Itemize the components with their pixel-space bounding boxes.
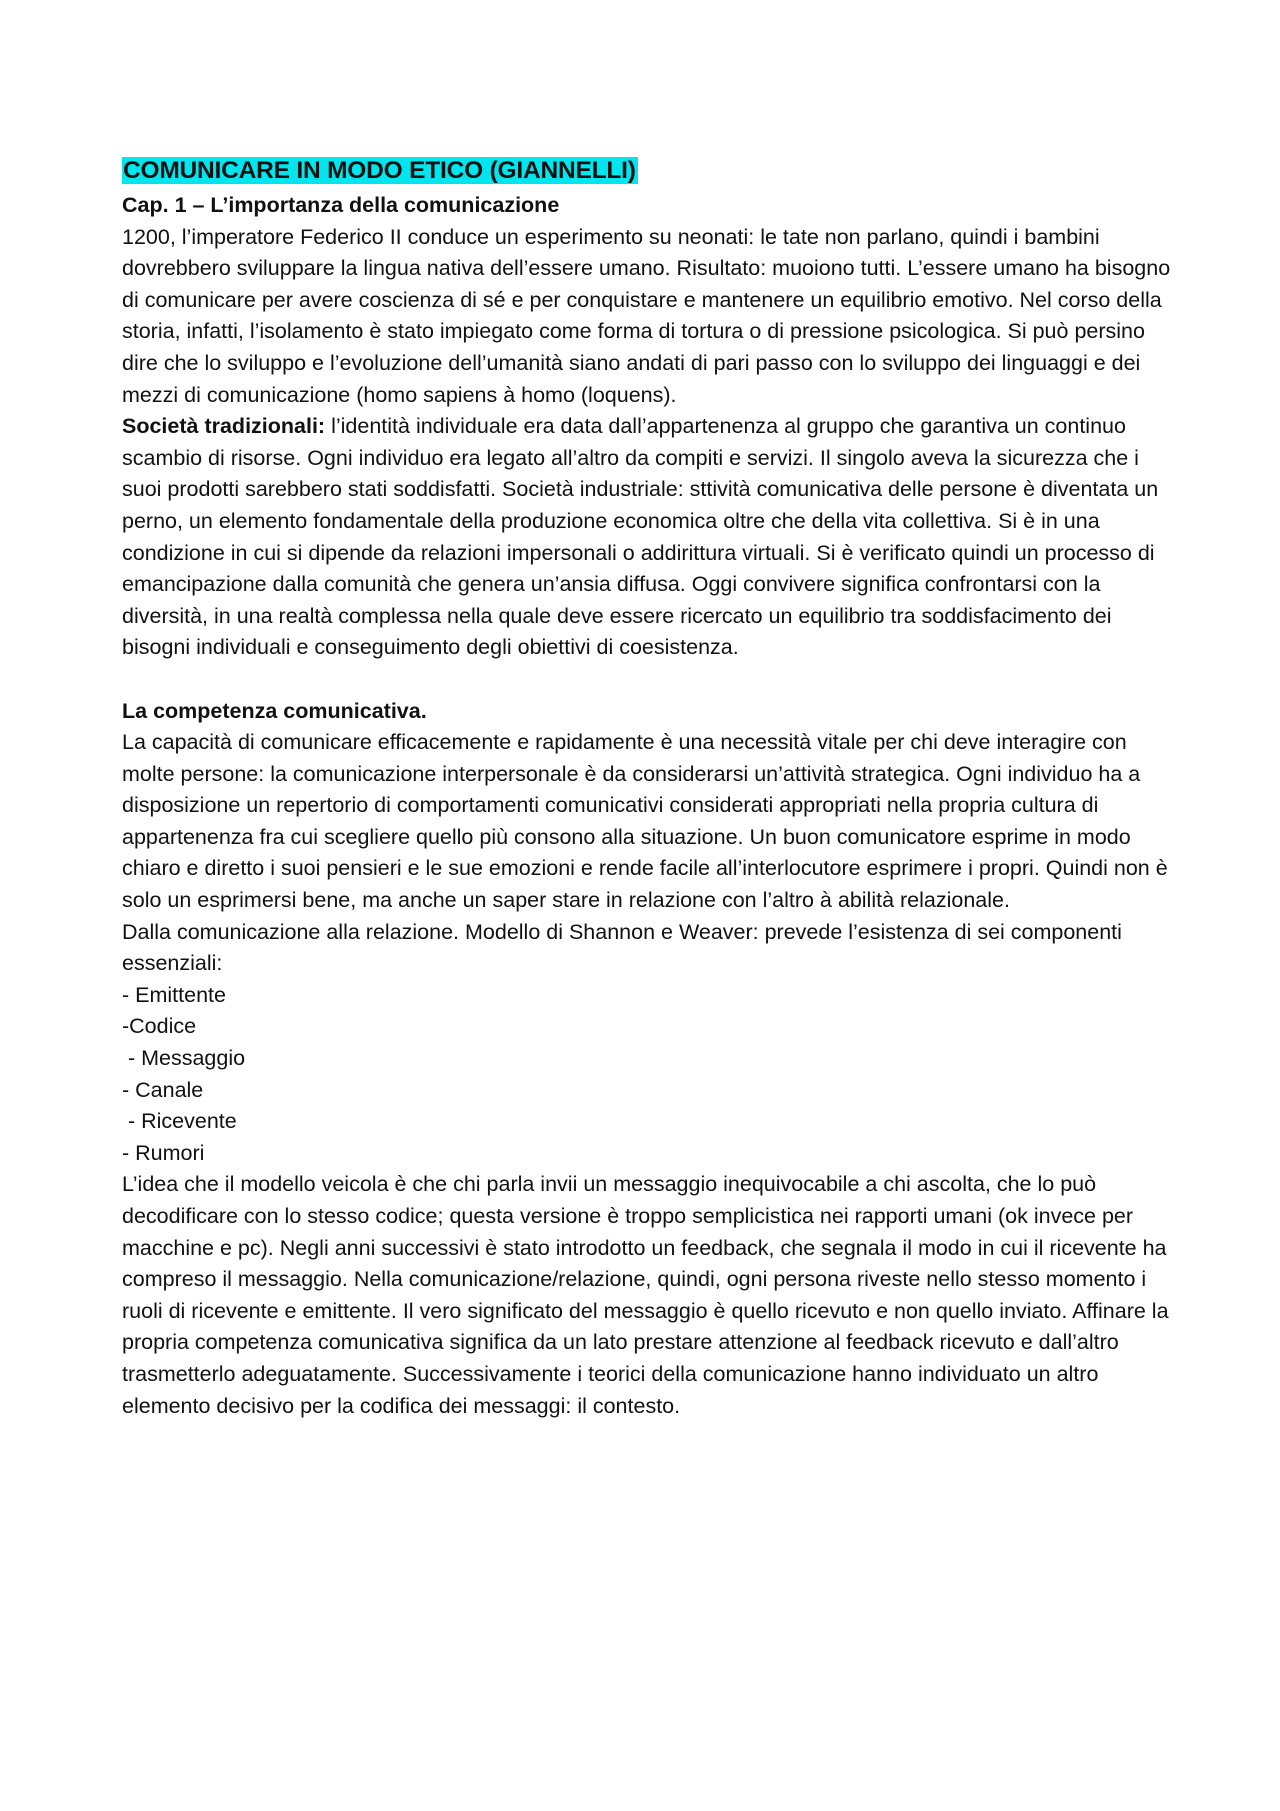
list-item: - Rumori [122, 1140, 205, 1165]
paragraph-spacer [122, 664, 1172, 696]
society-text: l’identità individuale era data dall’appartenenza al gruppo che garantiva un continuo scambio di risorse. Ogni individuo era legato all’altro da compiti e servizi. Il singolo aveva la sicurezza che i suoi prodotti sarebbero stati soddisfatti. Società industriale: sttività comunicativa delle persone è diventata un perno, un elemento fondamentale della produzione economica oltre che della vita collettiva. Si è in una condizione in cui si dipende da relazioni impersonali o addirittura virtuali. Si è verificato quindi un processo di emancipazione dalla comunità che genera un’ansia diffusa. Oggi convivere significa confrontarsi con la diversità, in una realtà complessa nella quale deve essere ricercato un equilibrio tra soddisfacimento dei bisogni individuali e conseguimento degli obiettivi di coesistenza. [122, 414, 1159, 660]
closing-paragraph: L’idea che il modello veicola è che chi parla invii un messaggio inequivocabile a chi ascolta, che lo può decodificare con lo stesso codice; questa versione è troppo semplicistica nei rapporti umani (ok invece per macchine e pc). Negli anni successivi è stato introdotto un feedback, che segnala il modo in cui il ricevente ha compreso il messaggio. Nella comunicazione/relazione, quindi, ogni persona riveste nello stesso momento i ruoli di ricevente e emittente. Il vero significato del messaggio è quello ricevuto e non quello inviato. Affinare la propria competenza comunicativa significa da un lato prestare attenzione al feedback ricevuto e dall’altro trasmetterlo adeguatamente. Successivamente i teorici della comunicazione hanno individuato un altro elemento decisivo per la codifica dei messaggi: il contesto. [122, 1172, 1169, 1418]
competence-paragraph: La capacità di comunicare efficacemente e rapidamente è una necessità vitale per chi deve interagire con molte persone: la comunicazione interpersonale è da considerarsi un’attività strategica. Ogni individuo ha a disposizione un repertorio di comportamenti comunicativi considerati appropriati nella propria cultura di appartenenza fra cui scegliere quello più consono alla situazione. Un buon comunicatore esprime in modo chiaro e diretto i suoi pensieri e le sue emozioni e rende facile all’interlocutore esprimere i propri. Quindi non è solo un esprimersi bene, ma anche un saper stare in relazione con l’altro à abilità relazionale. [122, 730, 1168, 913]
society-label: Società tradizionali: [122, 414, 326, 439]
chapter-heading: Cap. 1 – L’importanza della comunicazione [122, 193, 560, 217]
document-title: COMUNICARE IN MODO ETICO (GIANNELLI) [123, 157, 636, 184]
society-paragraph [122, 411, 1172, 664]
list-item: - Emittente [122, 982, 226, 1007]
title-line [122, 154, 1172, 188]
list-item: - Ricevente [122, 1109, 237, 1134]
list-item: - Messaggio [122, 1046, 246, 1071]
list-item: - Canale [122, 1077, 204, 1102]
intro-paragraph: 1200, l’imperatore Federico II conduce un esperimento su neonati: le tate non parlano, quindi i bambini dovrebbero sviluppare la lingua nativa dell’essere umano. Risultato: muoiono tutti. L’essere umano ha bisogno di comunicare per avere coscienza di sé e per conquistare e mantenere un equilibrio emotivo. Nel corso della storia, infatti, l’isolamento è stato impiegato come forma di tortura o di pressione psicologica. Si può persino dire che lo sviluppo e l’evoluzione dell’umanità siano andati di pari passo con lo sviluppo dei linguaggi e dei mezzi di comunicazione (homo sapiens à homo (loquens). [122, 224, 1171, 407]
document-page [122, 154, 1172, 1422]
components-list [122, 980, 1172, 1170]
competence-heading: La competenza comunicativa. [122, 698, 427, 723]
model-paragraph: Dalla comunicazione alla relazione. Modello di Shannon e Weaver: prevede l’esistenza di sei componenti essenziali: [122, 919, 1122, 976]
list-item: -Codice [122, 1014, 197, 1039]
